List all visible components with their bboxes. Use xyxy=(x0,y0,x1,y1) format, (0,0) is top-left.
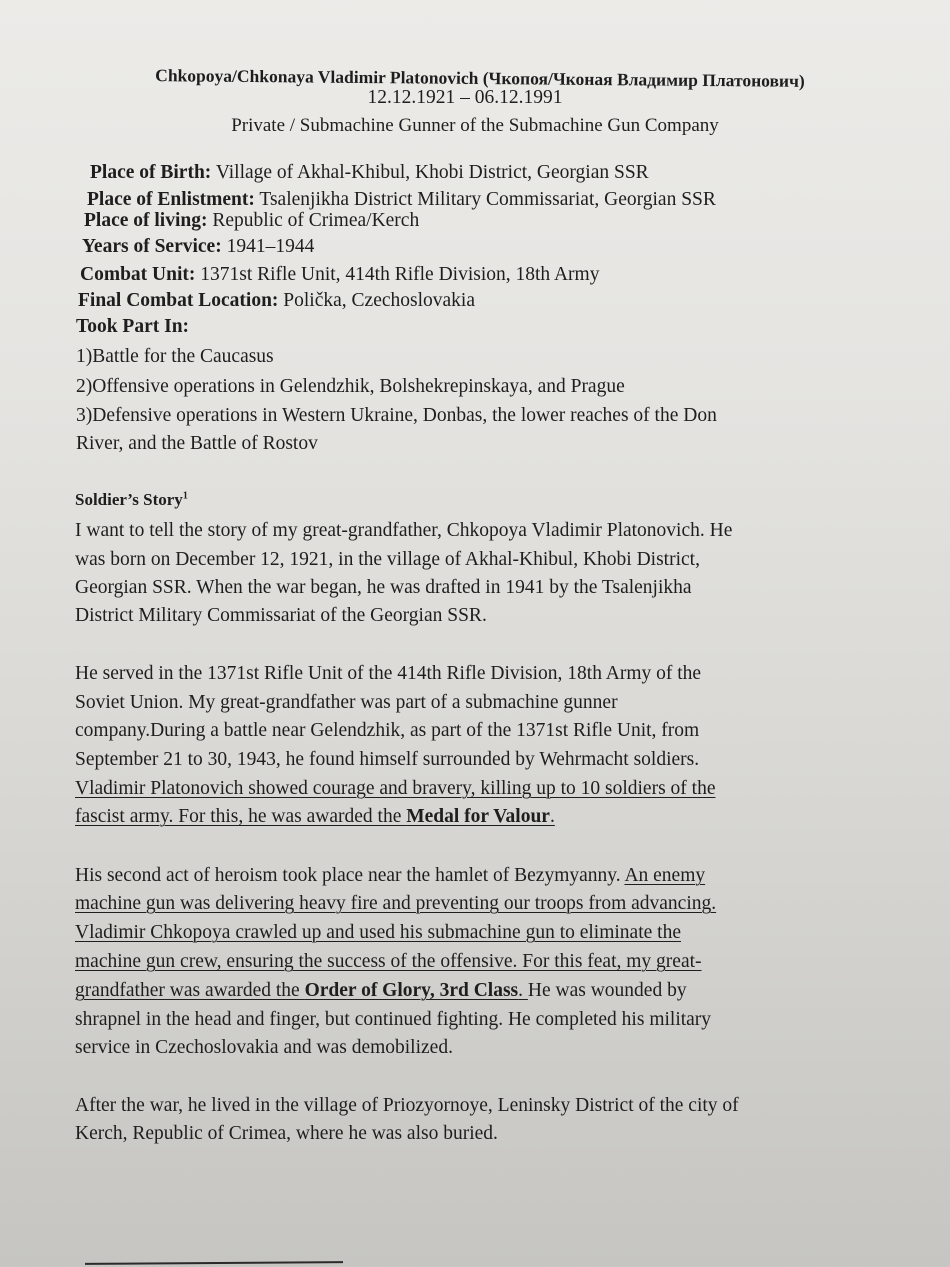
life-dates: 12.12.1921 – 06.12.1991 xyxy=(367,87,563,108)
rank-title: Private / Submachine Gunner of the Submachine Gun Company xyxy=(231,115,719,136)
story-line: I want to tell the story of my great-grandfather, Chkopoya Vladimir Platonovich. He xyxy=(75,520,733,541)
story-line xyxy=(75,981,687,1001)
footnote-separator xyxy=(85,1261,343,1265)
story-text-underlined xyxy=(75,980,528,1001)
story-line: District Military Commissariat of the Georgian SSR. xyxy=(75,605,487,626)
story-text: grandfather was awarded the xyxy=(75,980,305,1001)
story-text: He was wounded by xyxy=(527,980,687,1001)
story-line: was born on December 12, 1921, in the village of Akhal-Khibul, Khobi District, xyxy=(75,549,700,570)
story-line: September 21 to 30, 1943, he found himself surrounded by Wehrmacht soldiers. xyxy=(75,749,700,770)
took-part-item-cont: River, and the Battle of Rostov xyxy=(76,433,318,454)
story-line xyxy=(75,866,705,886)
story-line: After the war, he lived in the village of Priozyornoye, Leninsky District of the city of xyxy=(75,1095,739,1116)
story-heading-text: Soldier’s Story xyxy=(75,490,183,509)
field-combat-unit xyxy=(80,265,599,285)
story-line-underlined xyxy=(75,807,555,827)
field-label: Years of Service: xyxy=(82,236,222,257)
story-line: Kerch, Republic of Crimea, where he was also buried. xyxy=(75,1123,498,1144)
story-line-underlined: machine gun crew, ensuring the success of the offensive. For this feat, my great- xyxy=(75,951,702,972)
field-label: Place of Enlistment: xyxy=(87,189,255,210)
story-line: Soviet Union. My great-grandfather was part of a submachine gunner xyxy=(75,692,618,713)
field-label: Combat Unit: xyxy=(80,264,196,285)
field-label: Place of living: xyxy=(84,210,208,231)
story-line-underlined: Vladimir Platonovich showed courage and bravery, killing up to 10 soldiers of the xyxy=(75,778,716,799)
story-text: . xyxy=(549,806,555,827)
award-order-of-glory: Order of Glory, 3rd Class xyxy=(304,980,519,1001)
took-part-item: 1)Battle for the Caucasus xyxy=(76,346,274,367)
field-place-of-living xyxy=(84,211,419,231)
story-line-underlined: Vladimir Chkopoya crawled up and used his submachine gun to eliminate the xyxy=(75,922,681,943)
took-part-item: 2)Offensive operations in Gelendzhik, Bolshekrepinskaya, and Prague xyxy=(76,376,625,397)
story-text: His second act of heroism took place near the hamlet of Bezymyanny. xyxy=(75,865,625,886)
field-label: Final Combat Location: xyxy=(78,290,279,311)
story-text: fascist army. For this, he was awarded the xyxy=(75,806,407,827)
took-part-item: 3)Defensive operations in Western Ukraine, Donbas, the lower reaches of the Don xyxy=(76,405,717,426)
story-line: company.During a battle near Gelendzhik, as part of the 1371st Rifle Unit, from xyxy=(75,720,700,741)
story-line: He served in the 1371st Rifle Unit of the 414th Rifle Division, 18th Army of the xyxy=(75,663,702,684)
field-place-of-birth xyxy=(90,163,649,183)
story-text-underlined: An enemy xyxy=(624,865,706,886)
field-value: Village of Akhal-Khibul, Khobi District, Georgian SSR xyxy=(211,162,649,183)
field-years-of-service xyxy=(82,237,314,257)
soldier-name-heading: Chkopoya/Chkonaya Vladimir Platonovich (Чкопоя/Чконая Владимир Платонович) xyxy=(155,65,805,91)
story-line: shrapnel in the head and finger, but continued fighting. He completed his military xyxy=(75,1009,712,1030)
award-medal-for-valour: Medal for Valour xyxy=(406,806,550,827)
story-text: . xyxy=(518,980,528,1001)
story-line-underlined: machine gun was delivering heavy fire and preventing our troops from advancing. xyxy=(75,893,717,914)
footnote-marker: 1 xyxy=(182,490,188,502)
field-value: 1941–1944 xyxy=(221,236,315,257)
story-line: Georgian SSR. When the war began, he was drafted in 1941 by the Tsalenjikha xyxy=(75,577,692,598)
field-final-combat-location xyxy=(78,291,475,311)
took-part-heading xyxy=(76,317,189,337)
field-label: Place of Birth: xyxy=(90,162,212,183)
field-value: 1371st Rifle Unit, 414th Rifle Division, 18th Army xyxy=(195,264,600,285)
story-line: service in Czechoslovakia and was demobilized. xyxy=(75,1037,453,1058)
field-value: Republic of Crimea/Kerch xyxy=(207,210,420,231)
field-value: Polička, Czechoslovakia xyxy=(278,290,475,311)
story-heading xyxy=(75,491,188,508)
took-part-heading-text: Took Part In: xyxy=(76,316,190,337)
field-place-of-enlistment xyxy=(87,190,716,210)
field-value: Tsalenjikha District Military Commissariat, Georgian SSR xyxy=(254,189,716,210)
